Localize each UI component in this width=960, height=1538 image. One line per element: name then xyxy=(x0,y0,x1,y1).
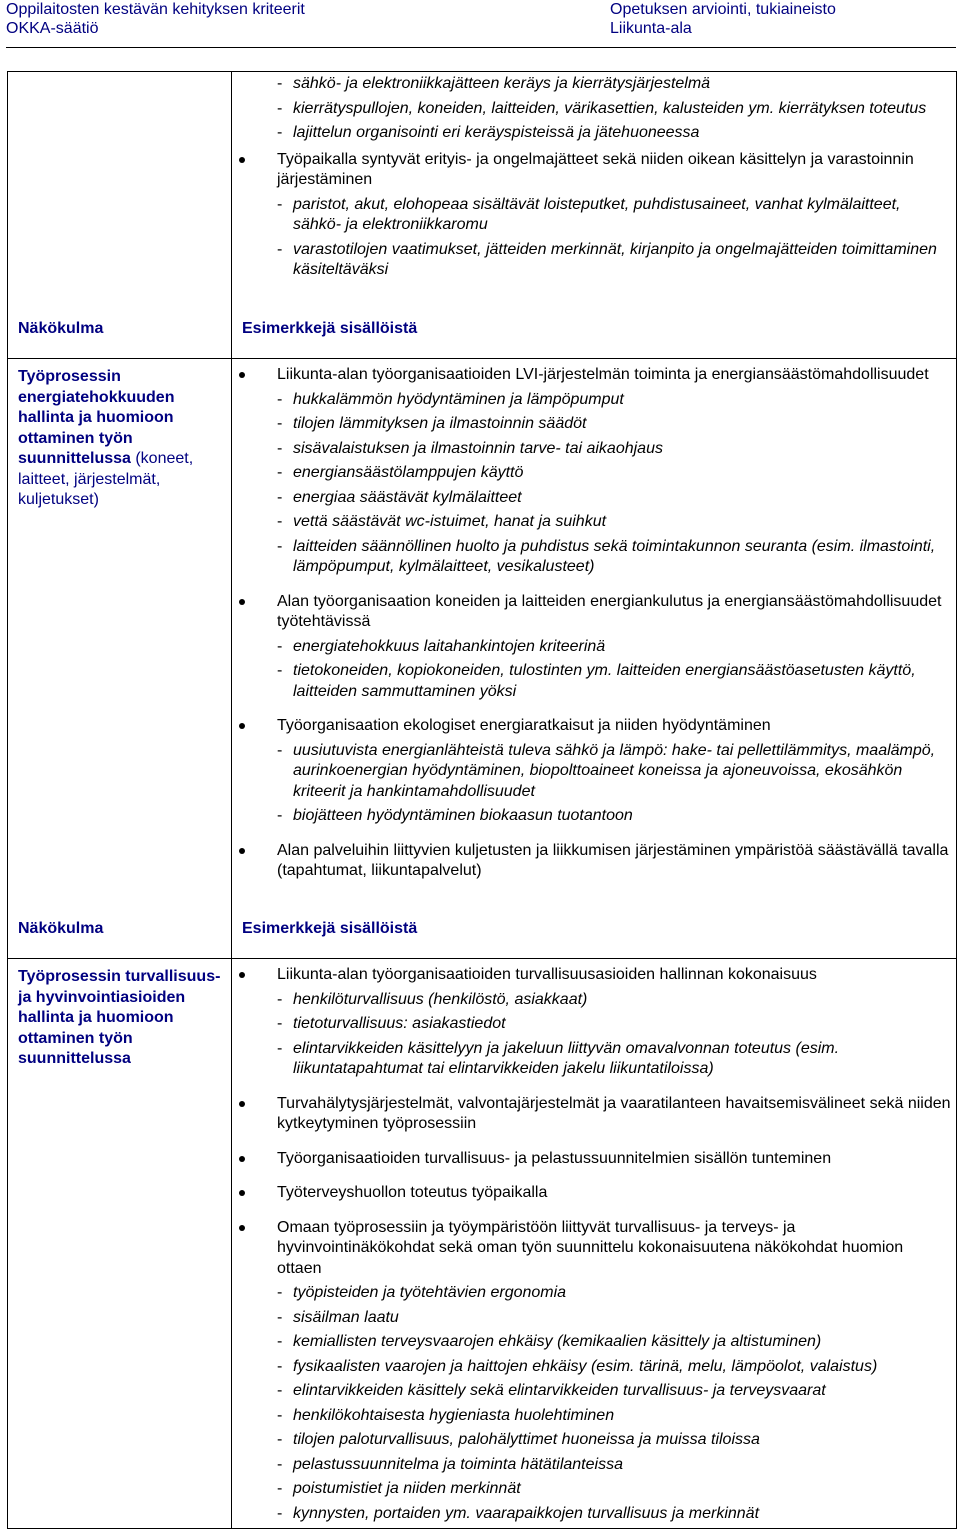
content-group xyxy=(277,965,952,1080)
bullet-icon xyxy=(239,599,245,605)
bullet-icon xyxy=(239,1156,245,1162)
list-item-dash: - kierrätyspullojen, koneiden, laitteiden, värikasettien, kalusteiden ym. kierrätyksen toteutus xyxy=(277,99,927,117)
list-item-bullet: Työpaikalla syntyvät erityis- ja ongelmajätteet sekä niiden oikean käsittelyn ja varastoinnin järjestäminen xyxy=(277,150,952,191)
row1-content xyxy=(277,74,952,285)
list-item-dash: - laitteiden säännöllinen huolto ja puhdistus sekä toimintakunnon seuranta (esim. ilmastointi, lämpöpumput, kylmälaitteet, vesikalusteet) xyxy=(277,537,936,575)
table-row-energy xyxy=(8,359,957,959)
list-item-bullet: Omaan työprosessiin ja työympäristöön liittyvät turvallisuus- ja terveys- ja hyvinvointinäkökohdat sekä oman työn suunnittelu kokonaisuutena näkökohdat huomion ottaen xyxy=(277,1218,952,1280)
bullet-icon xyxy=(239,723,245,729)
bullet-icon xyxy=(239,372,245,378)
row3-right-cell xyxy=(232,959,957,1529)
list-item-dash: - henkilöturvallisuus (henkilöstö, asiakkaat) xyxy=(277,990,588,1008)
list-item-bullet: Työorganisaatioiden turvallisuus- ja pelastussuunnitelmien sisällön tunteminen xyxy=(277,1149,952,1170)
row3-content xyxy=(277,965,952,1538)
content-group xyxy=(277,592,952,703)
bullet-icon xyxy=(239,1190,245,1196)
header-assessment-title: Opetuksen arviointi, tukiaineisto xyxy=(610,1,836,18)
list-item-dash: - paristot, akut, elohopeaa sisältävät loisteputket, puhdistusaineet, vanhat kylmälaitteet, sähkö- ja elektroniikkaromu xyxy=(277,195,901,233)
content-group xyxy=(277,1183,952,1204)
list-item-bullet: Työorganisaation ekologiset energiaratkaisut ja niiden hyödyntäminen xyxy=(277,716,952,737)
list-item-dash: - biojätteen hyödyntäminen biokaasun tuotantoon xyxy=(277,807,633,824)
perspective-label: Näkökulma xyxy=(18,920,104,937)
list-item-dash: - fysikaalisten vaarojen ja haittojen ehkäisy (esim. tärinä, melu, lämpöolot, valaistus) xyxy=(277,1357,878,1375)
list-item-dash: - työpisteiden ja työtehtävien ergonomia xyxy=(277,1284,567,1301)
row2-content xyxy=(277,365,952,896)
table-row-safety xyxy=(8,959,957,1529)
list-item-dash: - tietoturvallisuus: asiakastiedot xyxy=(277,1015,506,1032)
list-item-dash: - sisävalaistuksen ja ilmastoinnin tarve- tai aikaohjaus xyxy=(277,439,663,457)
examples-label: Esimerkkejä sisällöistä xyxy=(242,920,418,937)
safety-section-title: Työprosessin turvallisuus- ja hyvinvointiasioiden hallinta ja huomioon ottaminen työn suunnittelussa xyxy=(18,968,221,1067)
list-item-dash: - sisäilman laatu xyxy=(277,1308,399,1326)
content-group xyxy=(277,1094,952,1135)
list-item-dash: - pelastussuunnitelma ja toiminta hätätilanteissa xyxy=(277,1455,623,1473)
row1-left-cell xyxy=(8,72,232,359)
content-group xyxy=(277,365,952,578)
list-item-bullet: Liikunta-alan työorganisaatioiden turvallisuusasioiden hallinnan kokonaisuus xyxy=(277,965,952,986)
list-item-dash: - elintarvikkeiden käsittely sekä elintarvikkeiden turvallisuus- ja terveysvaarat xyxy=(277,1382,826,1399)
bullet-icon xyxy=(239,848,245,854)
list-item-bullet: Liikunta-alan työorganisaatioiden LVI-järjestelmän toiminta ja energiansäästömahdollisuudet xyxy=(277,365,952,386)
examples-label: Esimerkkejä sisällöistä xyxy=(242,320,418,337)
list-item-dash: - henkilökohtaisesta hygieniasta huolehtiminen xyxy=(277,1406,615,1424)
list-item-dash: - tilojen paloturvallisuus, palohälyttimet huoneissa ja muissa tiloissa xyxy=(277,1431,760,1448)
content-group xyxy=(277,716,952,827)
list-item-dash: - vettä säästävät wc-istuimet, hanat ja suihkut xyxy=(277,513,607,530)
list-item-bullet: Alan palveluihin liittyvien kuljetusten ja liikkumisen järjestäminen ympäristöä säästävällä tavalla (tapahtumat, liikuntapalvelut) xyxy=(277,841,952,882)
list-item-dash: - sähkö- ja elektroniikkajätteen keräys ja kierrätysjärjestelmä xyxy=(277,75,711,92)
row2-right-cell xyxy=(232,359,957,959)
content-group xyxy=(277,1149,952,1170)
bullet-icon xyxy=(239,972,245,978)
list-item-dash: - kynnysten, portaiden ym. vaarapaikkojen turvallisuus ja merkinnät xyxy=(277,1504,760,1522)
perspective-label: Näkökulma xyxy=(18,320,104,337)
bullet-icon xyxy=(239,1101,245,1107)
list-item-dash: - tilojen lämmityksen ja ilmastoinnin säädöt xyxy=(277,415,587,432)
header-criteria-title: Oppilaitosten kestävän kehityksen kriteerit xyxy=(6,1,305,18)
list-item-dash: - kemiallisten terveysvaarojen ehkäisy (kemikaalien käsittely ja altistuminen) xyxy=(277,1333,822,1350)
list-item-dash: - poistumistiet ja niiden merkinnät xyxy=(277,1480,521,1497)
content-group xyxy=(277,841,952,882)
energy-section-title: Työprosessin energiatehokkuuden hallinta ja huomioon ottaminen työn suunnittelussa (koneet, laitteet, järjestelmät, kuljetukset) xyxy=(18,368,194,508)
content-group xyxy=(277,1218,952,1525)
list-item-bullet: Turvahälytysjärjestelmät, valvontajärjestelmät ja vaaratilanteen havaitsemisvälineet sekä niiden kytkeytyminen työprosessiin xyxy=(277,1094,952,1135)
header-right xyxy=(610,0,836,38)
list-item-bullet: Alan työorganisaation koneiden ja laitteiden energiankulutus ja energiansäästömahdollisuudet työtehtävissä xyxy=(277,592,952,633)
header-field: Liikunta-ala xyxy=(610,20,692,37)
list-item-dash: - energiansäästölamppujen käyttö xyxy=(277,464,524,481)
list-item-dash: - energiaa säästävät kylmälaitteet xyxy=(277,488,522,506)
header-divider xyxy=(6,47,956,48)
row3-left-cell xyxy=(8,959,232,1529)
bullet-icon xyxy=(239,157,245,163)
list-item-dash: - energiatehokkuus laitahankintojen kriteerinä xyxy=(277,637,606,655)
row1-right-cell xyxy=(232,72,957,359)
list-item-dash: - tietokoneiden, kopiokoneiden, tulostinten ym. laitteiden energiansäästöasetusten käyttö, laitteiden sammuttaminen yöksi xyxy=(277,662,916,700)
header-left xyxy=(6,0,305,38)
list-item-dash: - lajittelun organisointi eri keräyspisteissä ja jätehuoneessa xyxy=(277,124,700,141)
list-item-dash: - hukkalämmön hyödyntäminen ja lämpöpumput xyxy=(277,390,624,408)
bullet-icon xyxy=(239,1225,245,1231)
list-item-bullet: Työterveyshuollon toteutus työpaikalla xyxy=(277,1183,952,1204)
row2-left-cell xyxy=(8,359,232,959)
list-item-dash: - varastotilojen vaatimukset, jätteiden merkinnät, kirjanpito ja ongelmajätteiden toimittaminen käsiteltäväksi xyxy=(277,240,937,278)
list-item-dash: - elintarvikkeiden käsittelyyn ja jakeluun liittyvän omavalvonnan toteutus (esim. liikuntatapahtumat tai elintarvikkeiden jakelu liikuntatiloissa) xyxy=(277,1039,840,1077)
list-item-dash: - uusiutuvista energianlähteistä tuleva sähkö ja lämpö: hake- tai pellettilämmitys, maalämpö, aurinkoenergian hyödyntäminen, biopolttoaineet koneissa ja ajoneuvoissa, ekosähkön kriteerit ja hankintamahdollisuudet xyxy=(277,741,936,800)
table-row-waste xyxy=(8,72,957,359)
criteria-table xyxy=(7,71,957,1529)
header-foundation: OKKA-säätiö xyxy=(6,20,99,37)
